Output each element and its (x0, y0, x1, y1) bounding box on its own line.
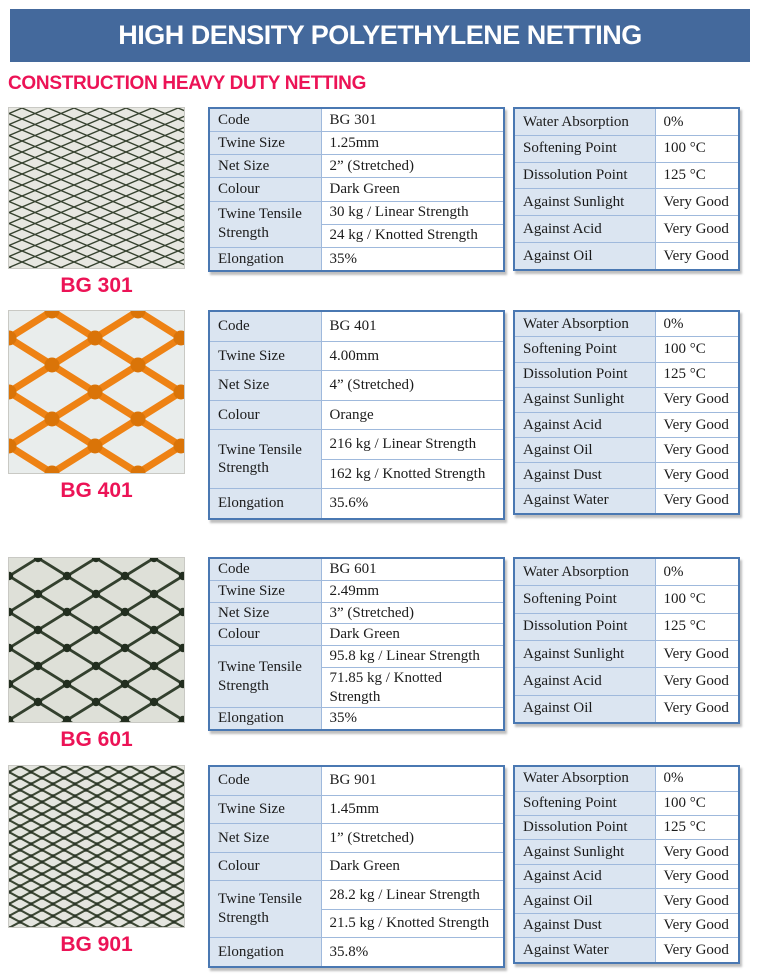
spec-label-cell: Code (209, 311, 321, 341)
property-label-cell: Water Absorption (514, 108, 655, 135)
spec-value-cell: 1.25mm (321, 132, 504, 155)
property-row (514, 438, 739, 463)
spec-row (209, 132, 504, 155)
property-row (514, 816, 739, 840)
property-value-cell: 100 °C (655, 337, 739, 362)
property-row (514, 216, 739, 243)
property-value-cell: Very Good (655, 695, 739, 723)
net-photo (8, 310, 185, 474)
spec-label-cell: Net Size (209, 824, 321, 853)
property-row (514, 864, 739, 888)
spec-row (209, 602, 504, 624)
property-label-cell: Softening Point (514, 791, 655, 815)
net-photo (8, 557, 185, 723)
property-row (514, 695, 739, 723)
property-row (514, 640, 739, 667)
spec-label-cell: Twine Size (209, 132, 321, 155)
property-row (514, 337, 739, 362)
spec-row (209, 881, 504, 910)
spec-label-cell: Code (209, 558, 321, 580)
property-value-cell: 125 °C (655, 162, 739, 189)
spec-table (208, 765, 505, 968)
property-label-cell: Against Sunlight (514, 387, 655, 412)
page-subtitle: CONSTRUCTION HEAVY DUTY NETTING (8, 73, 367, 94)
spec-value-cell: Dark Green (321, 624, 504, 646)
property-value-cell: 125 °C (655, 362, 739, 387)
property-value-cell: 125 °C (655, 816, 739, 840)
spec-row (209, 938, 504, 967)
product-code-label: BG 301 (60, 274, 133, 297)
spec-row (209, 311, 504, 341)
header-bar (10, 9, 750, 62)
spec-label-cell: Net Size (209, 602, 321, 624)
property-value-cell: Very Good (655, 412, 739, 437)
property-label-cell: Against Water (514, 488, 655, 514)
property-row (514, 668, 739, 695)
spec-row (209, 178, 504, 201)
properties-table (513, 107, 740, 271)
spec-row (209, 400, 504, 430)
spec-row (209, 824, 504, 853)
spec-value-cell: 2” (Stretched) (321, 155, 504, 178)
property-value-cell: 100 °C (655, 586, 739, 613)
spec-label-cell: Net Size (209, 371, 321, 401)
spec-label-cell: Colour (209, 400, 321, 430)
property-row (514, 613, 739, 640)
property-label-cell: Against Acid (514, 216, 655, 243)
product-code-label: BG 401 (60, 479, 133, 502)
property-label-cell: Against Oil (514, 889, 655, 913)
spec-row (209, 155, 504, 178)
property-label-cell: Softening Point (514, 337, 655, 362)
spec-value-cell: 71.85 kg / Knotted Strength (321, 667, 504, 708)
property-label-cell: Against Sunlight (514, 640, 655, 667)
spec-row (209, 201, 504, 224)
net-photo (8, 107, 185, 269)
property-value-cell: Very Good (655, 488, 739, 514)
spec-row (209, 247, 504, 271)
property-value-cell: Very Good (655, 668, 739, 695)
spec-row (209, 430, 504, 460)
spec-value-cell: 95.8 kg / Linear Strength (321, 646, 504, 668)
property-value-cell: Very Good (655, 189, 739, 216)
property-value-cell: Very Good (655, 243, 739, 270)
spec-value-cell: Dark Green (321, 178, 504, 201)
property-label-cell: Against Sunlight (514, 189, 655, 216)
spec-row (209, 108, 504, 132)
product-section-bg-301 (8, 107, 740, 298)
spec-label-cell: Net Size (209, 155, 321, 178)
spec-label-cell: Colour (209, 178, 321, 201)
spec-label-cell: Twine Size (209, 580, 321, 602)
property-row (514, 162, 739, 189)
spec-value-cell: 3” (Stretched) (321, 602, 504, 624)
property-label-cell: Dissolution Point (514, 816, 655, 840)
property-label-cell: Against Oil (514, 243, 655, 270)
spec-row (209, 624, 504, 646)
property-row (514, 889, 739, 913)
property-row (514, 412, 739, 437)
spec-value-cell: 2.49mm (321, 580, 504, 602)
property-label-cell: Against Dust (514, 913, 655, 937)
product-section-bg-601 (8, 557, 740, 752)
property-label-cell: Water Absorption (514, 766, 655, 791)
spec-value-cell: 30 kg / Linear Strength (321, 201, 504, 224)
spec-value-cell: BG 301 (321, 108, 504, 132)
property-value-cell: Very Good (655, 387, 739, 412)
spec-value-cell: 35% (321, 708, 504, 730)
property-value-cell: 100 °C (655, 791, 739, 815)
property-label-cell: Dissolution Point (514, 613, 655, 640)
spec-label-cell: Twine Tensile Strength (209, 646, 321, 708)
property-value-cell: Very Good (655, 640, 739, 667)
spec-value-cell: BG 401 (321, 311, 504, 341)
product-code-label: BG 901 (60, 933, 133, 956)
property-row (514, 791, 739, 815)
spec-value-cell: 4” (Stretched) (321, 371, 504, 401)
property-label-cell: Water Absorption (514, 558, 655, 586)
property-label-cell: Against Acid (514, 412, 655, 437)
spec-label-cell: Twine Size (209, 341, 321, 371)
spec-label-cell: Twine Tensile Strength (209, 881, 321, 938)
property-value-cell: 0% (655, 766, 739, 791)
property-row (514, 766, 739, 791)
spec-row (209, 708, 504, 730)
spec-table (208, 310, 505, 520)
properties-table (513, 310, 740, 515)
property-value-cell: Very Good (655, 463, 739, 488)
spec-value-cell: 24 kg / Knotted Strength (321, 224, 504, 247)
property-label-cell: Softening Point (514, 586, 655, 613)
spec-label-cell: Elongation (209, 708, 321, 730)
spec-label-cell: Twine Tensile Strength (209, 201, 321, 247)
property-row (514, 387, 739, 412)
property-row (514, 913, 739, 937)
properties-table (513, 765, 740, 964)
property-row (514, 586, 739, 613)
property-label-cell: Against Acid (514, 668, 655, 695)
spec-value-cell: 216 kg / Linear Strength (321, 430, 504, 460)
property-row (514, 463, 739, 488)
spec-row (209, 795, 504, 824)
property-label-cell: Water Absorption (514, 311, 655, 337)
spec-label-cell: Elongation (209, 247, 321, 271)
property-row (514, 311, 739, 337)
property-row (514, 840, 739, 864)
product-code-label: BG 601 (60, 728, 133, 751)
property-value-cell: 125 °C (655, 613, 739, 640)
property-value-cell: Very Good (655, 889, 739, 913)
spec-value-cell: BG 601 (321, 558, 504, 580)
spec-label-cell: Code (209, 766, 321, 795)
spec-value-cell: 4.00mm (321, 341, 504, 371)
property-value-cell: Very Good (655, 438, 739, 463)
spec-row (209, 766, 504, 795)
spec-table (208, 557, 505, 731)
property-row (514, 135, 739, 162)
spec-row (209, 489, 504, 519)
property-row (514, 488, 739, 514)
property-value-cell: 0% (655, 558, 739, 586)
spec-value-cell: 35.6% (321, 489, 504, 519)
property-label-cell: Against Acid (514, 864, 655, 888)
spec-value-cell: Orange (321, 400, 504, 430)
property-row (514, 362, 739, 387)
property-row (514, 558, 739, 586)
property-row (514, 108, 739, 135)
spec-value-cell: 1” (Stretched) (321, 824, 504, 853)
spec-label-cell: Colour (209, 852, 321, 881)
property-value-cell: Very Good (655, 216, 739, 243)
page-title: HIGH DENSITY POLYETHYLENE NETTING (118, 20, 642, 50)
property-row (514, 243, 739, 270)
spec-label-cell: Twine Size (209, 795, 321, 824)
spec-value-cell: 21.5 kg / Knotted Strength (321, 909, 504, 938)
property-label-cell: Dissolution Point (514, 162, 655, 189)
spec-value-cell: 1.45mm (321, 795, 504, 824)
property-row (514, 938, 739, 963)
property-label-cell: Dissolution Point (514, 362, 655, 387)
property-value-cell: Very Good (655, 864, 739, 888)
property-label-cell: Against Oil (514, 438, 655, 463)
spec-value-cell: BG 901 (321, 766, 504, 795)
net-photo (8, 765, 185, 928)
spec-label-cell: Code (209, 108, 321, 132)
property-label-cell: Softening Point (514, 135, 655, 162)
spec-row (209, 371, 504, 401)
spec-row (209, 341, 504, 371)
property-value-cell: Very Good (655, 938, 739, 963)
spec-value-cell: 35.8% (321, 938, 504, 967)
spec-label-cell: Colour (209, 624, 321, 646)
property-row (514, 189, 739, 216)
product-section-bg-901 (8, 765, 740, 968)
spec-row (209, 646, 504, 668)
spec-value-cell: 28.2 kg / Linear Strength (321, 881, 504, 910)
property-value-cell: 100 °C (655, 135, 739, 162)
spec-row (209, 852, 504, 881)
spec-row (209, 558, 504, 580)
product-section-bg-401 (8, 310, 740, 520)
spec-value-cell: Dark Green (321, 852, 504, 881)
spec-value-cell: 162 kg / Knotted Strength (321, 459, 504, 489)
property-value-cell: 0% (655, 108, 739, 135)
spec-label-cell: Elongation (209, 938, 321, 967)
property-value-cell: Very Good (655, 840, 739, 864)
property-value-cell: Very Good (655, 913, 739, 937)
spec-table (208, 107, 505, 272)
spec-label-cell: Twine Tensile Strength (209, 430, 321, 489)
spec-label-cell: Elongation (209, 489, 321, 519)
spec-value-cell: 35% (321, 247, 504, 271)
property-label-cell: Against Water (514, 938, 655, 963)
property-label-cell: Against Sunlight (514, 840, 655, 864)
property-value-cell: 0% (655, 311, 739, 337)
spec-row (209, 580, 504, 602)
properties-table (513, 557, 740, 724)
property-label-cell: Against Oil (514, 695, 655, 723)
property-label-cell: Against Dust (514, 463, 655, 488)
